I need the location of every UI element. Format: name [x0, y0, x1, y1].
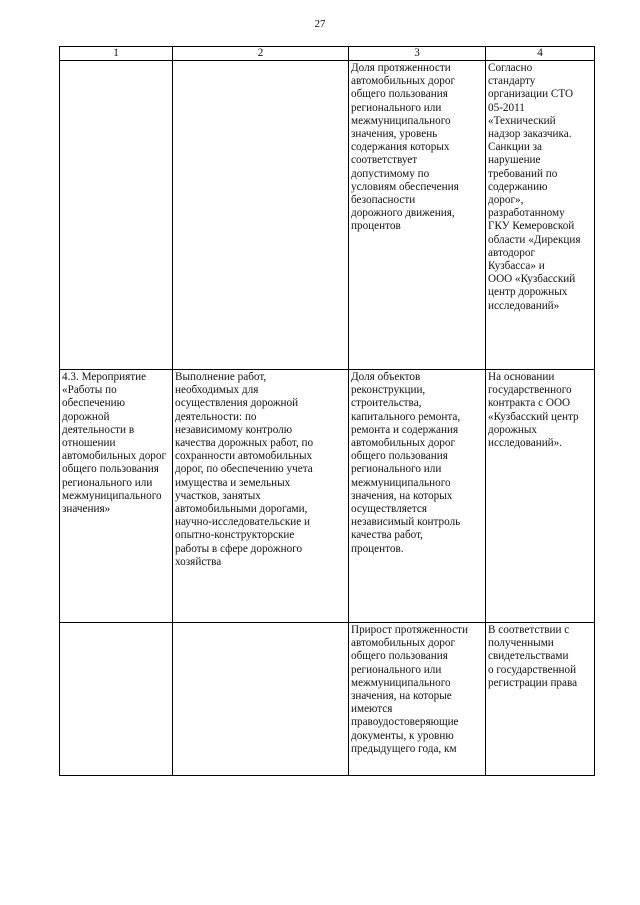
header-cell-4: 4	[486, 47, 595, 61]
header-cell-1: 1	[60, 47, 173, 61]
table-row	[60, 370, 595, 623]
cell-measure	[60, 61, 173, 370]
table-row	[60, 61, 595, 370]
cell-description	[173, 623, 349, 776]
cell-description: Выполнение работ, необходимых для осуществления дорожной деятельности: по независимому контролю качества дорожных работ, по сохранности автомобильных дорог, по обеспечению учета имущества и земельных участков, занятых автомобильными дорогами, научно-исследовательские и опытно-конструкторские работы в сфере дорожного хозяйства	[173, 370, 349, 623]
cell-description	[173, 61, 349, 370]
table-row	[60, 623, 595, 776]
cell-indicator: Доля протяженности автомобильных дорог общего пользования регионального или межмуниципального значения, уровень содержания которых соответствует допустимому по условиям обеспечения безопасности дорожного движения, процентов	[349, 61, 486, 370]
page-number: 27	[314, 18, 326, 30]
cell-indicator: Прирост протяженности автомобильных дорог общего пользования регионального или межмуниципального значения, на которые имеются правоудостоверяющие документы, к уровню предыдущего года, км	[349, 623, 486, 776]
cell-indicator: Доля объектов реконструкции, строительства, капитального ремонта, ремонта и содержания автомобильных дорог общего пользования регионального или межмуниципального значения, на которых осуществляется независимый контроль качества работ, процентов.	[349, 370, 486, 623]
cell-measure: 4.3. Мероприятие «Работы по обеспечению дорожной деятельности в отношении автомобильных дорог общего пользования регионального или межмуниципального значения»	[60, 370, 173, 623]
cell-measure	[60, 623, 173, 776]
header-cell-2: 2	[173, 47, 349, 61]
data-table	[59, 46, 595, 776]
cell-basis: На основании государственного контракта с ООО «Кузбасский центр дорожных исследований».	[486, 370, 595, 623]
cell-basis: В соответствии с полученными свидетельствами о государственной регистрации права	[486, 623, 595, 776]
header-cell-3: 3	[349, 47, 486, 61]
table-header-row	[60, 47, 595, 61]
cell-basis: Согласно стандарту организации СТО 05-2011 «Технический надзор заказчика. Санкции за нарушение требований по содержанию дорог», разработанному ГКУ Кемеровской области «Дирекция автодорог Кузбасса» и ООО «Кузбасский центр дорожных исследований»	[486, 61, 595, 370]
